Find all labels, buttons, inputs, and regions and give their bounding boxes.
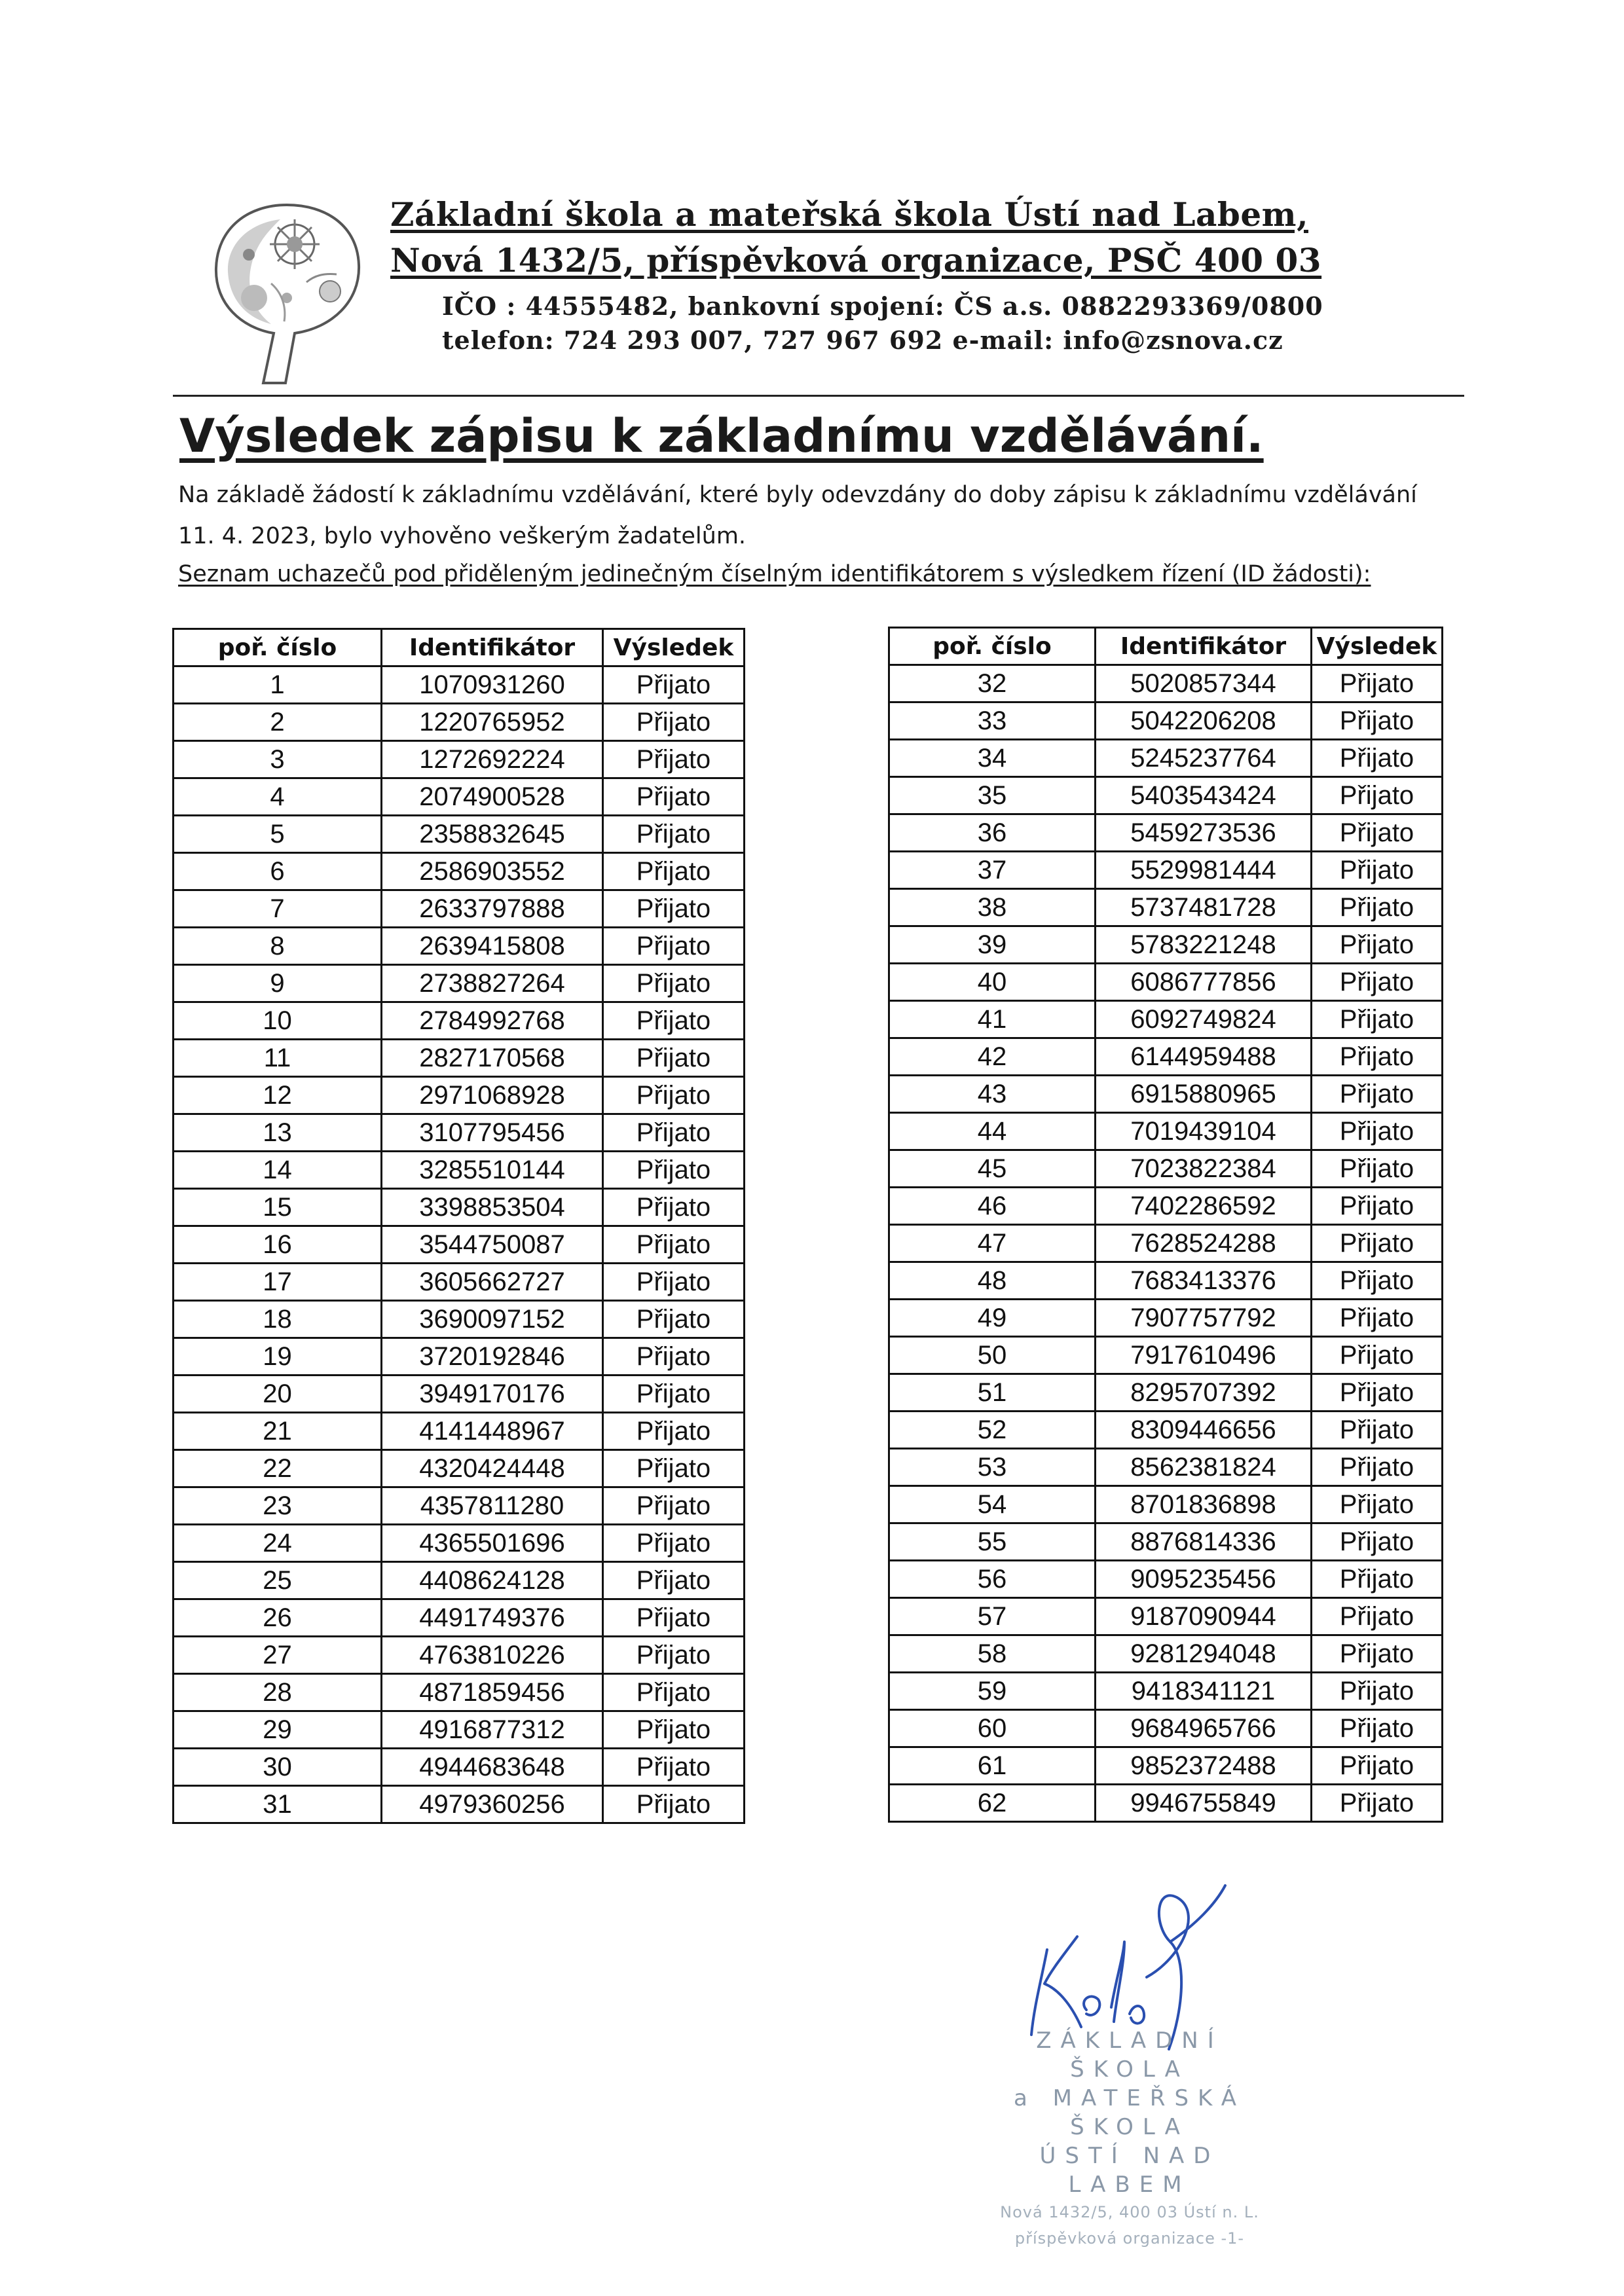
table-row (174, 1525, 745, 1562)
identifier-cell: 6086777856 (1096, 964, 1312, 1001)
table-row (889, 1747, 1443, 1785)
order-number-cell: 60 (889, 1710, 1096, 1747)
identifier-cell: 7023822384 (1096, 1150, 1312, 1188)
result-cell: Přijato (1312, 1747, 1443, 1785)
result-cell: Přijato (603, 1674, 745, 1711)
stamp-line1: ZÁKLADNÍ ŠKOLA (1036, 2028, 1223, 2083)
table-row (174, 1749, 745, 1786)
identifier-cell: 5737481728 (1096, 889, 1312, 926)
table-row (174, 1189, 745, 1226)
table-row (889, 1673, 1443, 1710)
school-ico-bank: IČO : 44555482, bankovní spojení: ČS a.s. 0882293369/0800 (442, 291, 1323, 321)
result-cell: Přijato (1312, 1001, 1443, 1038)
identifier-cell: 7917610496 (1096, 1337, 1312, 1374)
identifier-cell: 4944683648 (382, 1749, 603, 1786)
table-row (889, 814, 1443, 852)
order-number-cell: 40 (889, 964, 1096, 1001)
order-number-cell: 6 (174, 853, 382, 890)
identifier-cell: 2633797888 (382, 890, 603, 928)
order-number-cell: 10 (174, 1002, 382, 1040)
order-number-cell: 21 (174, 1413, 382, 1450)
table-row (174, 1301, 745, 1338)
table-row (174, 1226, 745, 1264)
order-number-cell: 46 (889, 1188, 1096, 1225)
order-number-cell: 7 (174, 890, 382, 928)
result-cell: Přijato (1312, 1374, 1443, 1412)
identifier-cell: 4763810226 (382, 1637, 603, 1674)
order-number-cell: 9 (174, 965, 382, 1002)
table-row (889, 1225, 1443, 1262)
header-divider (173, 395, 1464, 397)
table-row (889, 1374, 1443, 1412)
table-row (174, 1002, 745, 1040)
identifier-cell: 2358832645 (382, 816, 603, 853)
identifier-cell: 1272692224 (382, 741, 603, 778)
table-row (889, 889, 1443, 926)
identifier-cell: 9281294048 (1096, 1635, 1312, 1673)
identifier-cell: 6144959488 (1096, 1038, 1312, 1076)
table-row (174, 1376, 745, 1413)
result-cell: Přijato (1312, 1150, 1443, 1188)
order-number-cell: 50 (889, 1337, 1096, 1374)
identifier-cell: 8876814336 (1096, 1523, 1312, 1561)
result-cell: Přijato (1312, 926, 1443, 964)
identifier-cell: 9852372488 (1096, 1747, 1312, 1785)
order-number-cell: 3 (174, 741, 382, 778)
identifier-cell: 8562381824 (1096, 1449, 1312, 1486)
result-cell: Přijato (603, 1301, 745, 1338)
table-row (174, 1711, 745, 1749)
order-number-cell: 39 (889, 926, 1096, 964)
result-cell: Přijato (603, 741, 745, 778)
result-cell: Přijato (1312, 1635, 1443, 1673)
table-row (174, 928, 745, 965)
order-number-cell: 24 (174, 1525, 382, 1562)
order-number-cell: 17 (174, 1264, 382, 1301)
table-row (174, 816, 745, 853)
result-cell: Přijato (1312, 889, 1443, 926)
table-row (174, 1264, 745, 1301)
table-row (889, 1710, 1443, 1747)
identifier-cell: 5020857344 (1096, 665, 1312, 702)
result-cell: Přijato (1312, 702, 1443, 740)
identifier-cell: 2827170568 (382, 1040, 603, 1077)
order-number-cell: 43 (889, 1076, 1096, 1113)
stamp-line4: Nová 1432/5, 400 03 Ústí n. L. (1000, 2203, 1259, 2221)
table-row (174, 890, 745, 928)
order-number-cell: 48 (889, 1262, 1096, 1300)
identifier-cell: 6092749824 (1096, 1001, 1312, 1038)
school-address: Nová 1432/5, příspěvková organizace, PSČ 400 03 (390, 241, 1322, 280)
result-cell: Přijato (1312, 852, 1443, 889)
table-row (889, 1300, 1443, 1337)
result-cell: Přijato (1312, 1412, 1443, 1449)
order-number-cell: 30 (174, 1749, 382, 1786)
table-row (889, 1785, 1443, 1822)
result-cell: Přijato (1312, 814, 1443, 852)
result-cell: Přijato (1312, 777, 1443, 814)
result-cell: Přijato (603, 778, 745, 816)
identifier-cell: 3107795456 (382, 1114, 603, 1152)
table-row (889, 964, 1443, 1001)
identifier-cell: 2639415808 (382, 928, 603, 965)
result-cell: Přijato (603, 1077, 745, 1114)
order-number-cell: 31 (174, 1786, 382, 1823)
table-row (174, 1114, 745, 1152)
table-row (889, 1635, 1443, 1673)
table-row (889, 1113, 1443, 1150)
result-cell: Přijato (603, 1413, 745, 1450)
order-number-cell: 19 (174, 1338, 382, 1376)
result-cell: Přijato (1312, 740, 1443, 777)
order-number-cell: 37 (889, 852, 1096, 889)
order-number-cell: 23 (174, 1487, 382, 1525)
table-row (889, 1076, 1443, 1113)
result-cell: Přijato (1312, 1785, 1443, 1822)
order-number-cell: 57 (889, 1598, 1096, 1635)
result-cell: Přijato (603, 1002, 745, 1040)
order-number-cell: 45 (889, 1150, 1096, 1188)
identifier-cell: 9418341121 (1096, 1673, 1312, 1710)
order-number-cell: 47 (889, 1225, 1096, 1262)
order-number-cell: 56 (889, 1561, 1096, 1598)
result-cell: Přijato (603, 1637, 745, 1674)
identifier-cell: 4408624128 (382, 1562, 603, 1599)
table-row (889, 852, 1443, 889)
identifier-cell: 9684965766 (1096, 1710, 1312, 1747)
result-cell: Přijato (1312, 1188, 1443, 1225)
identifier-cell: 5245237764 (1096, 740, 1312, 777)
table-row (889, 1412, 1443, 1449)
order-number-cell: 1 (174, 666, 382, 704)
order-number-cell: 16 (174, 1226, 382, 1264)
identifier-cell: 3605662727 (382, 1264, 603, 1301)
result-cell: Přijato (1312, 665, 1443, 702)
order-number-cell: 20 (174, 1376, 382, 1413)
identifier-cell: 9095235456 (1096, 1561, 1312, 1598)
order-number-cell: 55 (889, 1523, 1096, 1561)
order-number-cell: 33 (889, 702, 1096, 740)
result-cell: Přijato (1312, 1337, 1443, 1374)
identifier-cell: 2074900528 (382, 778, 603, 816)
identifier-cell: 9946755849 (1096, 1785, 1312, 1822)
table-row (174, 1487, 745, 1525)
result-cell: Přijato (603, 1786, 745, 1823)
order-number-cell: 26 (174, 1599, 382, 1637)
order-number-cell: 51 (889, 1374, 1096, 1412)
table-row (889, 1523, 1443, 1561)
table-row (174, 965, 745, 1002)
results-table-left (172, 628, 745, 1824)
result-cell: Přijato (603, 704, 745, 741)
table-row (889, 740, 1443, 777)
identifier-cell: 3690097152 (382, 1301, 603, 1338)
identifier-cell: 5529981444 (1096, 852, 1312, 889)
table-row (889, 1449, 1443, 1486)
header-order-number: poř. číslo (174, 629, 382, 666)
identifier-cell: 7683413376 (1096, 1262, 1312, 1300)
identifier-cell: 1220765952 (382, 704, 603, 741)
table-row (174, 1450, 745, 1487)
table-row (174, 1040, 745, 1077)
order-number-cell: 34 (889, 740, 1096, 777)
identifier-cell: 1070931260 (382, 666, 603, 704)
order-number-cell: 36 (889, 814, 1096, 852)
table-row (889, 1262, 1443, 1300)
result-cell: Přijato (1312, 1561, 1443, 1598)
identifier-cell: 8701836898 (1096, 1486, 1312, 1523)
intro-text-line1: Na základě žádostí k základnímu vzdělávání, které byly odevzdány do doby zápisu k základnímu vzdělávání (178, 482, 1417, 508)
identifier-cell: 4141448967 (382, 1413, 603, 1450)
stamp-line5: příspěvková organizace -1- (1014, 2229, 1245, 2248)
intro-text-line2: 11. 4. 2023, bylo vyhověno veškerým žadatelům. (178, 523, 747, 549)
order-number-cell: 28 (174, 1674, 382, 1711)
result-cell: Přijato (603, 965, 745, 1002)
order-number-cell: 14 (174, 1152, 382, 1189)
result-cell: Přijato (603, 1152, 745, 1189)
order-number-cell: 41 (889, 1001, 1096, 1038)
table-row (174, 666, 745, 704)
identifier-cell: 3285510144 (382, 1152, 603, 1189)
identifier-cell: 6915880965 (1096, 1076, 1312, 1113)
result-cell: Přijato (1312, 1523, 1443, 1561)
order-number-cell: 4 (174, 778, 382, 816)
result-cell: Přijato (1312, 1486, 1443, 1523)
school-name: Základní škola a mateřská škola Ústí nad Labem, (390, 195, 1308, 234)
order-number-cell: 22 (174, 1450, 382, 1487)
identifier-cell: 3544750087 (382, 1226, 603, 1264)
identifier-cell: 4365501696 (382, 1525, 603, 1562)
table-row (889, 1150, 1443, 1188)
table-row (174, 1152, 745, 1189)
result-cell: Přijato (603, 1450, 745, 1487)
result-cell: Přijato (603, 890, 745, 928)
identifier-cell: 7019439104 (1096, 1113, 1312, 1150)
table-row (174, 1637, 745, 1674)
order-number-cell: 59 (889, 1673, 1096, 1710)
identifier-cell: 2784992768 (382, 1002, 603, 1040)
header-result: Výsledek (1312, 628, 1443, 665)
result-cell: Přijato (603, 1189, 745, 1226)
result-cell: Přijato (603, 1487, 745, 1525)
table-row (174, 741, 745, 778)
order-number-cell: 35 (889, 777, 1096, 814)
result-cell: Přijato (603, 853, 745, 890)
table-row (174, 704, 745, 741)
order-number-cell: 53 (889, 1449, 1096, 1486)
table-header-row (889, 628, 1443, 665)
identifier-cell: 3398853504 (382, 1189, 603, 1226)
order-number-cell: 15 (174, 1189, 382, 1226)
identifier-cell: 2738827264 (382, 965, 603, 1002)
result-cell: Přijato (1312, 1038, 1443, 1076)
table-row (174, 1562, 745, 1599)
result-cell: Přijato (1312, 1598, 1443, 1635)
table-row (174, 1599, 745, 1637)
stamp-line2: a MATEŘSKÁ ŠKOLA (1013, 2085, 1246, 2140)
order-number-cell: 52 (889, 1412, 1096, 1449)
table-row (889, 1188, 1443, 1225)
identifier-cell: 4916877312 (382, 1711, 603, 1749)
identifier-cell: 9187090944 (1096, 1598, 1312, 1635)
identifier-cell: 3720192846 (382, 1338, 603, 1376)
order-number-cell: 49 (889, 1300, 1096, 1337)
result-cell: Přijato (1312, 1262, 1443, 1300)
result-cell: Přijato (1312, 1673, 1443, 1710)
identifier-cell: 7907757792 (1096, 1300, 1312, 1337)
table-row (889, 702, 1443, 740)
result-cell: Přijato (603, 1264, 745, 1301)
stamp-line3: ÚSTÍ NAD LABEM (1039, 2143, 1220, 2198)
result-cell: Přijato (603, 1749, 745, 1786)
result-cell: Přijato (603, 1599, 745, 1637)
identifier-cell: 4320424448 (382, 1450, 603, 1487)
result-cell: Přijato (603, 816, 745, 853)
table-row (174, 1674, 745, 1711)
order-number-cell: 11 (174, 1040, 382, 1077)
result-cell: Přijato (1312, 1076, 1443, 1113)
result-cell: Přijato (1312, 1113, 1443, 1150)
order-number-cell: 13 (174, 1114, 382, 1152)
result-cell: Přijato (603, 1525, 745, 1562)
result-cell: Přijato (603, 666, 745, 704)
identifier-cell: 2586903552 (382, 853, 603, 890)
order-number-cell: 5 (174, 816, 382, 853)
table-row (889, 1486, 1443, 1523)
table-row (174, 1413, 745, 1450)
result-cell: Přijato (603, 1562, 745, 1599)
result-cell: Přijato (1312, 1449, 1443, 1486)
result-cell: Přijato (603, 1114, 745, 1152)
table-row (889, 1001, 1443, 1038)
order-number-cell: 42 (889, 1038, 1096, 1076)
school-stamp (976, 2026, 1283, 2251)
identifier-cell: 4979360256 (382, 1786, 603, 1823)
result-cell: Přijato (603, 1040, 745, 1077)
result-cell: Přijato (603, 1338, 745, 1376)
identifier-cell: 4871859456 (382, 1674, 603, 1711)
table-row (889, 1561, 1443, 1598)
identifier-cell: 4491749376 (382, 1599, 603, 1637)
table-row (174, 1077, 745, 1114)
table-header-row (174, 629, 745, 666)
order-number-cell: 54 (889, 1486, 1096, 1523)
header-order-number: poř. číslo (889, 628, 1096, 665)
table-row (889, 777, 1443, 814)
result-cell: Přijato (1312, 964, 1443, 1001)
order-number-cell: 2 (174, 704, 382, 741)
result-cell: Přijato (1312, 1710, 1443, 1747)
result-cell: Přijato (603, 928, 745, 965)
school-contact: telefon: 724 293 007, 727 967 692 e-mail: info@zsnova.cz (442, 325, 1283, 355)
table-row (174, 1786, 745, 1823)
order-number-cell: 62 (889, 1785, 1096, 1822)
identifier-cell: 2971068928 (382, 1077, 603, 1114)
list-caption: Seznam uchazečů pod přiděleným jedinečným číselným identifikátorem s výsledkem řízení (ID žádosti): (178, 561, 1371, 587)
identifier-cell: 5042206208 (1096, 702, 1312, 740)
result-cell: Přijato (603, 1376, 745, 1413)
order-number-cell: 8 (174, 928, 382, 965)
page-title: Výsledek zápisu k základnímu vzdělávání. (179, 409, 1264, 463)
order-number-cell: 38 (889, 889, 1096, 926)
result-cell: Přijato (1312, 1300, 1443, 1337)
table-row (889, 1598, 1443, 1635)
order-number-cell: 44 (889, 1113, 1096, 1150)
identifier-cell: 7628524288 (1096, 1225, 1312, 1262)
order-number-cell: 58 (889, 1635, 1096, 1673)
table-row (889, 1337, 1443, 1374)
result-cell: Přijato (603, 1226, 745, 1264)
order-number-cell: 27 (174, 1637, 382, 1674)
identifier-cell: 3949170176 (382, 1376, 603, 1413)
school-logo-icon (208, 200, 365, 386)
identifier-cell: 5783221248 (1096, 926, 1312, 964)
table-row (889, 926, 1443, 964)
result-cell: Přijato (603, 1711, 745, 1749)
order-number-cell: 25 (174, 1562, 382, 1599)
table-row (174, 1338, 745, 1376)
order-number-cell: 18 (174, 1301, 382, 1338)
identifier-cell: 8309446656 (1096, 1412, 1312, 1449)
header-identifier: Identifikátor (1096, 628, 1312, 665)
order-number-cell: 61 (889, 1747, 1096, 1785)
header-result: Výsledek (603, 629, 745, 666)
identifier-cell: 7402286592 (1096, 1188, 1312, 1225)
identifier-cell: 4357811280 (382, 1487, 603, 1525)
table-row (889, 1038, 1443, 1076)
results-table-right (888, 627, 1443, 1823)
identifier-cell: 5459273536 (1096, 814, 1312, 852)
order-number-cell: 29 (174, 1711, 382, 1749)
table-row (889, 665, 1443, 702)
header-identifier: Identifikátor (382, 629, 603, 666)
result-cell: Přijato (1312, 1225, 1443, 1262)
table-row (174, 853, 745, 890)
table-row (174, 778, 745, 816)
identifier-cell: 5403543424 (1096, 777, 1312, 814)
identifier-cell: 8295707392 (1096, 1374, 1312, 1412)
order-number-cell: 32 (889, 665, 1096, 702)
order-number-cell: 12 (174, 1077, 382, 1114)
